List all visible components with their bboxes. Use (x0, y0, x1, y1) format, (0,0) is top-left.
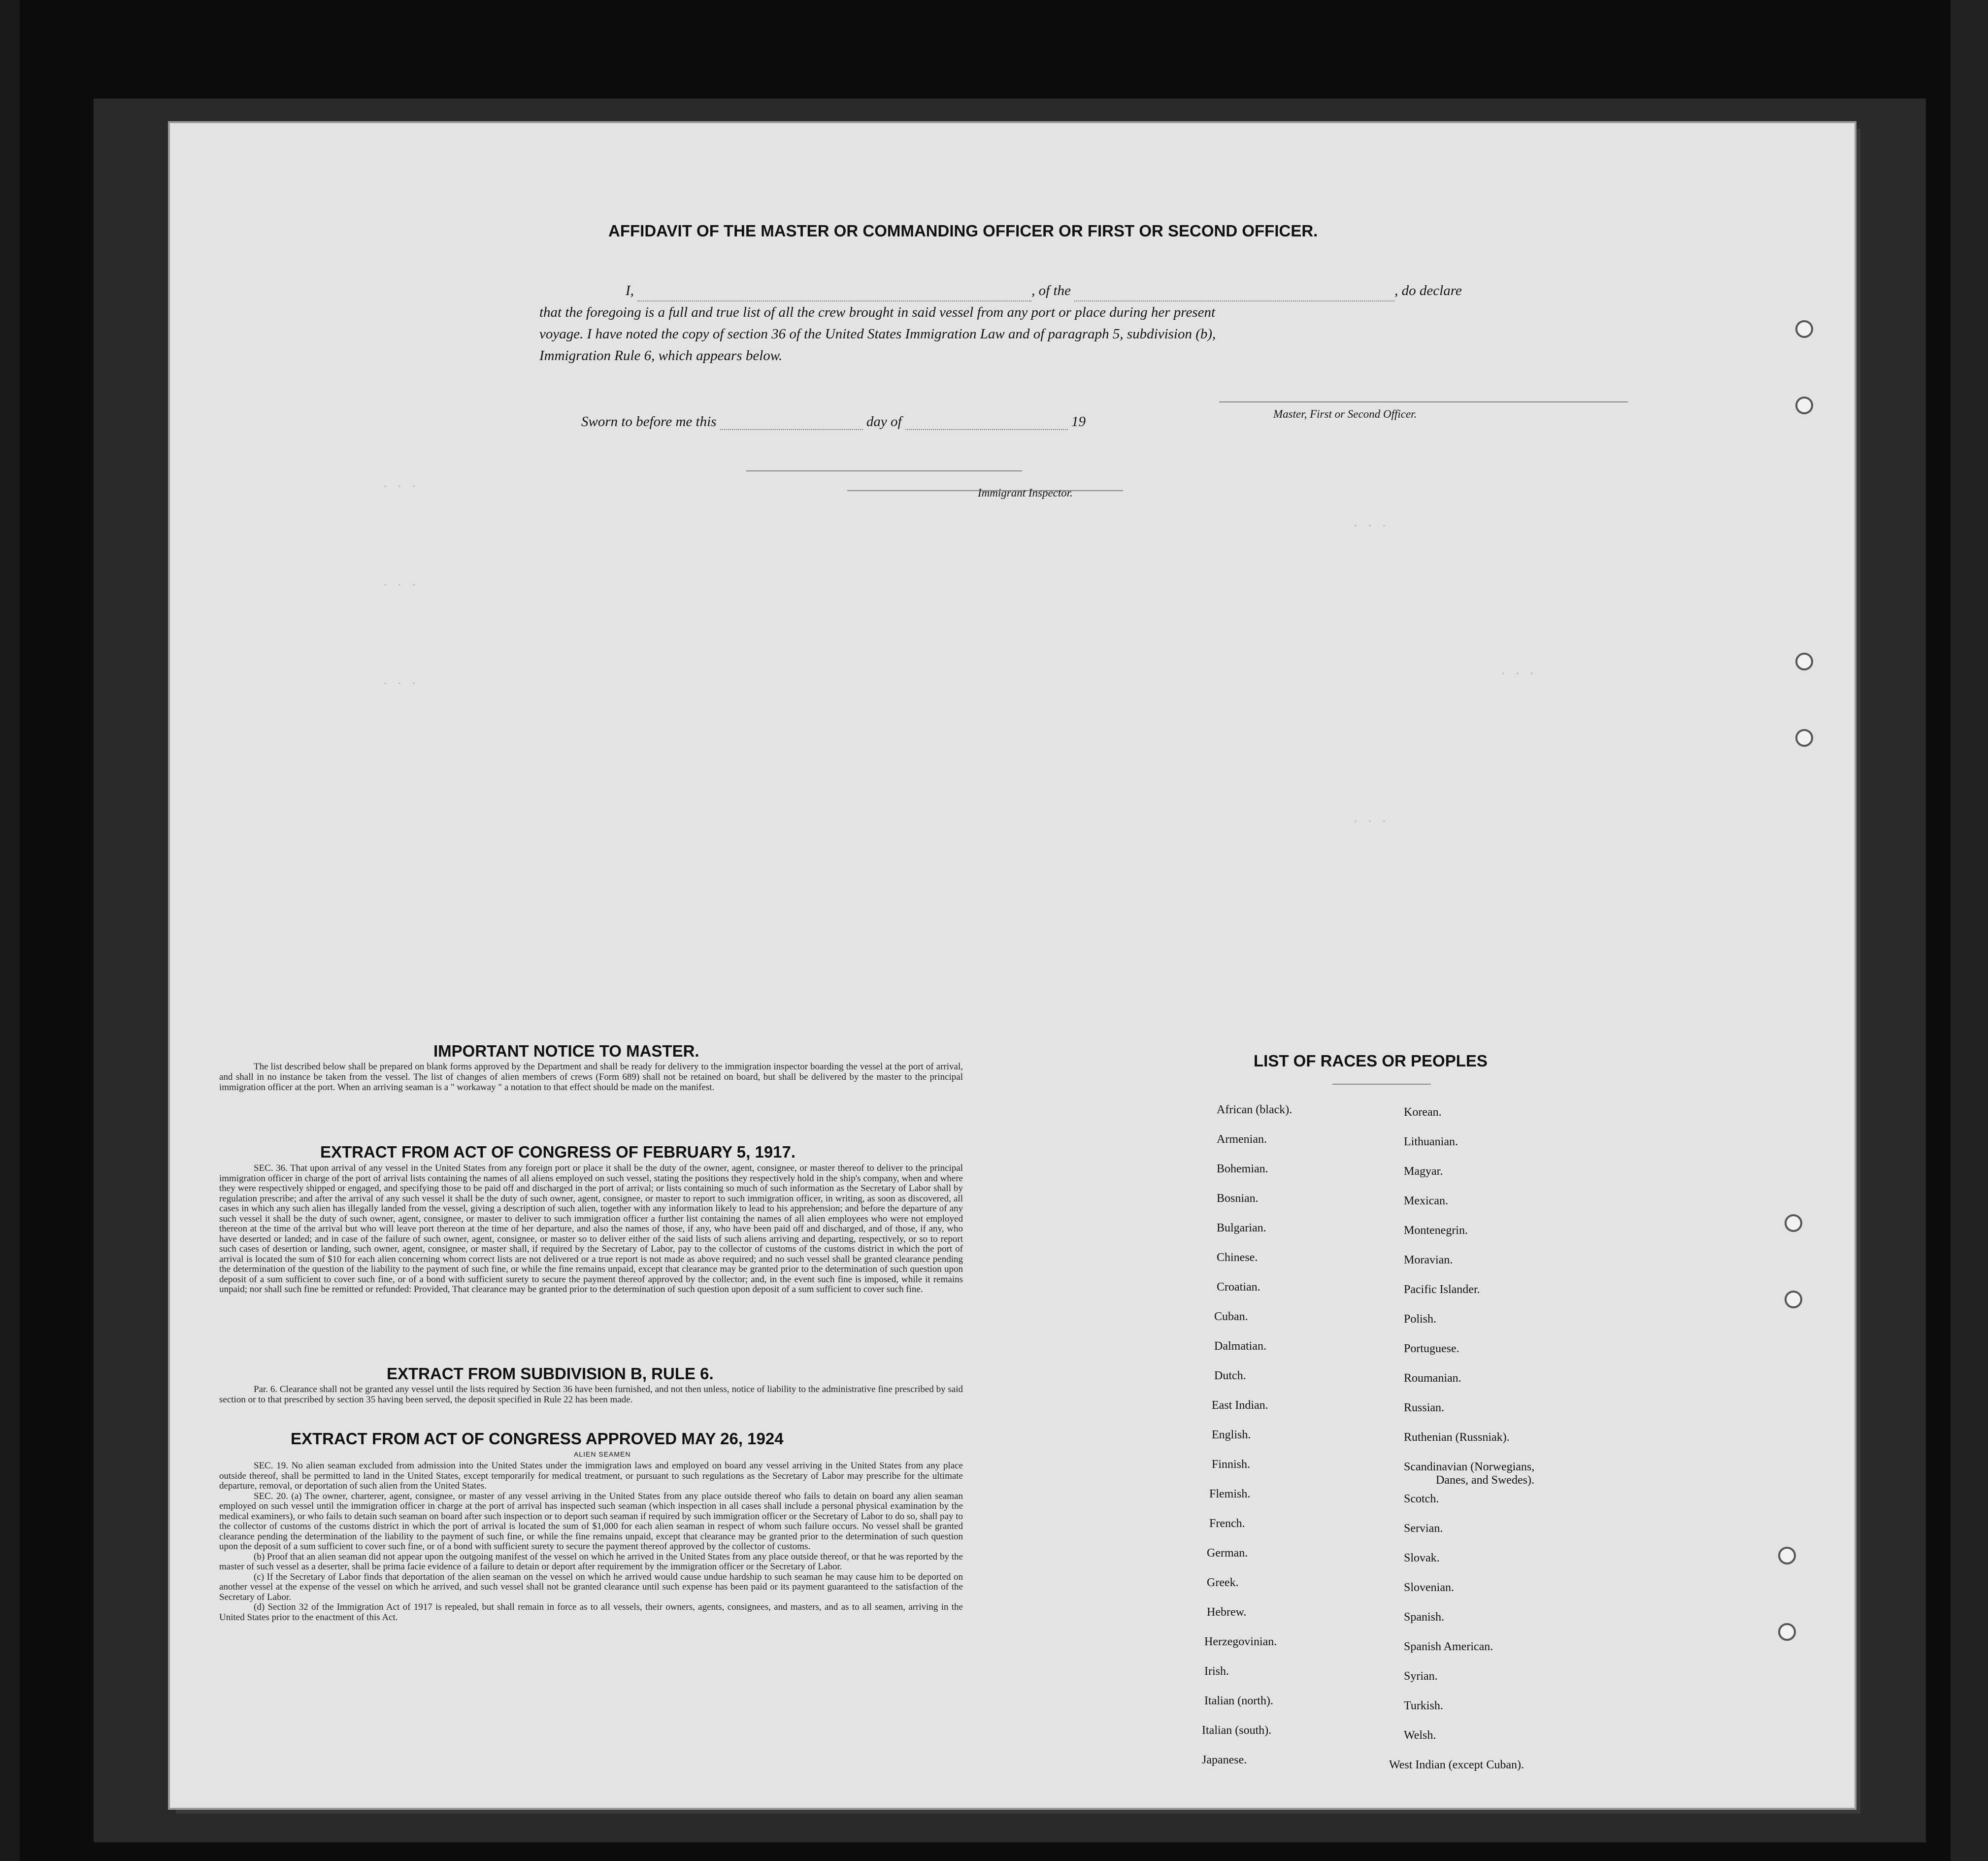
affidavit-line-1 (539, 280, 1643, 301)
sworn-label: Sworn to before me this (581, 414, 717, 430)
film-border-right (1951, 0, 1988, 1861)
inspector-label: Immigrant Inspector. (978, 487, 1073, 499)
race-item: Magyar. (1404, 1165, 1443, 1178)
notice-body: The list described below shall be prepared on blank forms approved by the Department and shall be ready for delivery to the immigration inspector boarding the vessel at the port of arrival, and shall in no instance be taken from the vessel. The list of changes of alien members of crews (Form 689) shall not be retained on board, but shall be delivered by the master to the principal immigration officer at the port. When an arriving seaman is a " workaway " a notation to that effect should be made on the manifest. (219, 1062, 963, 1093)
extract-1917-body: SEC. 36. That upon arrival of any vessel in the United States from any foreign port or place it shall be the duty of the owner, agent, consignee, or master thereof to deliver to the principal immigration officer in charge of the port of arrival lists containing the names of all aliens employed on such vessel, stating the positions they respectively hold in the ship's company, when and where they were respectively shipped or engaged, and specifying those to be paid off and discharged in the port of arrival; or lists containing so much of such information as the Secretary of Labor shall by regulation prescribe; and after the arrival of any such vessel it shall be the duty of such owner, agent, consignee, or master to report to such immigration officer, in writing, as soon as discovered, all cases in which any such alien has illegally landed from the vessel, giving a description of such alien, together with any information likely to lead to his apprehension; and before the departure of any such vessel it shall be the duty of such owner, agent, consignee, or master to deliver to such immigration officer a further list containing the names of all alien employees who were not employed thereon at the time of the arrival but who will leave port thereon at the time of her departure, and also the names of those, if any, who have been paid off and discharged, and of those, if any, who have deserted or landed; and in case of the failure of such owner, agent, consignee, or master so to deliver either of the said lists of such aliens arriving and departing, respectively, or so to report such cases of desertion or landing, such owner, agent, consignee, or master shall, if required by the Secretary of Labor, pay to the collector of customs of the customs district in which the port of arrival is located the sum of $10 for each alien concerning whom correct lists are not delivered or a true report is not made as above required; and no such vessel shall be granted clearance pending the determination of the question of the liability to the payment of such fine, or while the fine remains unpaid, except that clearance may be granted prior to the determination of such question upon deposit of a sum sufficient to cover such fine, or of a bond with sufficient surety to secure the payment thereof approved by the collector; and, in the event such fine is imposed, while it remains unpaid; nor shall such fine be remitted or refunded: Provided, That clearance may be granted prior to the determination of such question upon deposit of a sum sufficient to cover such fine. (219, 1163, 963, 1295)
day-of-label: day of (866, 414, 902, 430)
race-item: Danes, and Swedes). (1436, 1474, 1534, 1487)
race-item: Lithuanian. (1404, 1135, 1458, 1148)
affidavit-paragraph (539, 280, 1643, 366)
vessel-name-blank (1074, 288, 1394, 301)
sec-19-text: SEC. 19. No alien seaman excluded from admission into the United States under the immigration laws and employed on board any vessel arriving in the United States from any place outside thereof, shall be permitted to land in the United States, except temporarily for medical treatment, or pursuant to such regulations as the Secretary of Labor may prescribe for the ultimate departure, removal, or deportation of such alien from the United States. (219, 1461, 963, 1491)
race-item: East Indian. (1212, 1399, 1268, 1412)
race-item: Japanese. (1202, 1754, 1247, 1766)
declare-i-label: I, (626, 283, 634, 299)
race-item: Welsh. (1404, 1729, 1436, 1742)
extract-1924-title: EXTRACT FROM ACT OF CONGRESS APPROVED MAY 26, 1924 (291, 1429, 784, 1448)
race-item: Slovenian. (1404, 1581, 1454, 1594)
race-item: Bohemian. (1217, 1163, 1268, 1175)
races-title: LIST OF RACES OR PEOPLES (1254, 1052, 1488, 1070)
race-item: German. (1207, 1547, 1248, 1560)
affidavit-title: AFFIDAVIT OF THE MASTER OR COMMANDING OFFICER OR FIRST OR SECOND OFFICER. (608, 222, 1318, 240)
race-item: Ruthenian (Russniak). (1404, 1431, 1510, 1444)
extract-rule6-title: EXTRACT FROM SUBDIVISION B, RULE 6. (387, 1364, 714, 1383)
race-item: Dalmatian. (1214, 1340, 1266, 1353)
race-item: Greek. (1207, 1576, 1239, 1589)
race-item: English. (1212, 1429, 1251, 1441)
notice-title: IMPORTANT NOTICE TO MASTER. (433, 1042, 699, 1060)
master-signature-label: Master, First or Second Officer. (1273, 408, 1417, 420)
sec-20d-text: (d) Section 32 of the Immigration Act of 1917 is repealed, but shall remain in force as to all vessels, their owners, agents, consignees, and masters, and as to all seamen, arriving in the United States prior to the enactment of this Act. (219, 1602, 963, 1623)
film-border-left (0, 0, 20, 1861)
race-item: Scandinavian (Norwegians, (1404, 1461, 1535, 1473)
race-item: Hebrew. (1207, 1606, 1247, 1619)
race-item: Irish. (1204, 1665, 1229, 1678)
punch-hole-icon (1778, 1547, 1796, 1564)
race-item: Pacific Islander. (1404, 1283, 1480, 1296)
master-name-blank (637, 288, 1031, 301)
sec-20c-text: (c) If the Secretary of Labor finds that deportation of the alien seaman on the vessel on which he arrived would cause undue hardship to such seaman he may cause him to be deported on another vessel at the expense of the vessel on which he arrived, and such vessel shall not be granted clearance until such expense has been paid or its payment guaranteed to the satisfaction of the Secretary of Labor. (219, 1571, 963, 1602)
affidavit-line-4: Immigration Rule 6, which appears below. (539, 348, 783, 364)
year-label: 19 (1071, 414, 1086, 430)
master-signature-line (1219, 401, 1628, 402)
race-item: Slovak. (1404, 1552, 1440, 1564)
punch-hole-icon (1778, 1623, 1796, 1641)
race-item: Flemish. (1209, 1488, 1251, 1500)
punch-hole-icon (1795, 320, 1813, 338)
race-item: Russian. (1404, 1401, 1445, 1414)
race-item: Polish. (1404, 1313, 1437, 1326)
race-item: Mexican. (1404, 1195, 1448, 1207)
bleed-through-marks: . . . (1500, 665, 1536, 678)
bleed-through-marks: . . . (1352, 517, 1388, 531)
punch-hole-icon (1795, 397, 1813, 414)
race-item: Spanish American. (1404, 1640, 1493, 1653)
sworn-month-blank (905, 416, 1068, 430)
sec-20b-text: (b) Proof that an alien seaman did not appear upon the outgoing manifest of the vessel on which he arrived in the United States from any place outside thereof, or that he was reported by the master of such vessel as a deserter, shall be prima facie evidence of a failure to detain or deport after requirement by the immigration officer or the Secretary of Labor. (219, 1551, 963, 1572)
race-item: Chinese. (1217, 1251, 1258, 1264)
race-item: Moravian. (1404, 1254, 1453, 1266)
race-item: Bosnian. (1217, 1192, 1259, 1205)
do-declare-label: , do declare (1394, 283, 1462, 299)
race-item: Korean. (1404, 1106, 1442, 1119)
races-title-underline (1332, 1084, 1431, 1085)
race-item: Cuban. (1214, 1310, 1248, 1323)
extract-1924-body (219, 1461, 963, 1623)
affidavit-line-3: voyage. I have noted the copy of section 36 of the United States Immigration Law and of paragraph 5, subdivision (b), (539, 326, 1216, 342)
race-item: Turkish. (1404, 1699, 1443, 1712)
race-item: Spanish. (1404, 1611, 1445, 1624)
race-item: Bulgarian. (1217, 1222, 1266, 1234)
extract-rule6-body: Par. 6. Clearance shall not be granted any vessel until the lists required by Section 36 have been furnished, and not then unless, notice of liability to the administrative fine prescribed by said section or to that prescribed by section 35 having been served, the deposit specified in Rule 22 has been made. (219, 1384, 963, 1405)
bleed-through-marks: . . . (382, 478, 418, 491)
race-item: Servian. (1404, 1522, 1443, 1535)
race-item: African (black). (1217, 1103, 1292, 1116)
bleed-through-marks: . . . (382, 675, 418, 688)
extract-1924-subtitle: ALIEN SEAMEN (574, 1450, 631, 1458)
race-item: Scotch. (1404, 1493, 1439, 1505)
sworn-line (581, 414, 1086, 430)
punch-hole-icon (1785, 1291, 1802, 1308)
punch-hole-icon (1795, 729, 1813, 747)
punch-hole-icon (1795, 653, 1813, 670)
sec-20a-text: SEC. 20. (a) The owner, charterer, agent, consignee, or master of any vessel arriving in the United States from any place outside thereof who fails to detain on board any alien seaman employed on such vessel until the immigration officer in charge at the port of arrival has inspected such seaman (which inspection in all cases shall include a personal physical examination by the medical examiners), or who fails to detain such seaman on board after such inspection or to deport such seaman if required by such immigration officer or the Secretary of Labor to do so, shall pay to the collector of customs of the customs district in which the port of arrival is located the sum of $1,000 for each alien seaman in respect of whom such failure occurs. No vessel shall be granted clearance pending the determination of the liability to the payment of such fine, or while the fine remains unpaid, except that clearance may be granted prior to the determination of such question upon the deposit of a sum sufficient to cover such fine, or of a bond with sufficient surety to secure the payment thereof approved by the collector of customs. (219, 1491, 963, 1552)
bleed-through-marks: . . . (1352, 813, 1388, 826)
sworn-day-blank (720, 416, 863, 430)
inspector-signature-line-upper (746, 470, 1022, 471)
race-item: Italian (north). (1204, 1695, 1273, 1707)
race-item: French. (1209, 1517, 1245, 1530)
bleed-through-marks: . . . (382, 576, 418, 590)
race-item: Dutch. (1214, 1369, 1246, 1382)
of-the-label: , of the (1031, 283, 1071, 299)
manifest-back-page (170, 123, 1855, 1808)
affidavit-line-2: that the foregoing is a full and true list of all the crew brought in said vessel from any port or place during her present (539, 304, 1216, 320)
race-item: Herzegovinian. (1204, 1635, 1277, 1648)
punch-hole-icon (1785, 1214, 1802, 1232)
race-item: Italian (south). (1202, 1724, 1272, 1737)
race-item: Syrian. (1404, 1670, 1438, 1683)
race-item: Croatian. (1217, 1281, 1260, 1294)
race-item: Montenegrin. (1404, 1224, 1468, 1237)
extract-1917-title: EXTRACT FROM ACT OF CONGRESS OF FEBRUARY 5, 1917. (320, 1143, 796, 1161)
race-item: West Indian (except Cuban). (1389, 1759, 1524, 1771)
race-item: Armenian. (1217, 1133, 1267, 1146)
race-item: Roumanian. (1404, 1372, 1461, 1385)
race-item: Finnish. (1212, 1458, 1251, 1471)
race-item: Portuguese. (1404, 1342, 1459, 1355)
